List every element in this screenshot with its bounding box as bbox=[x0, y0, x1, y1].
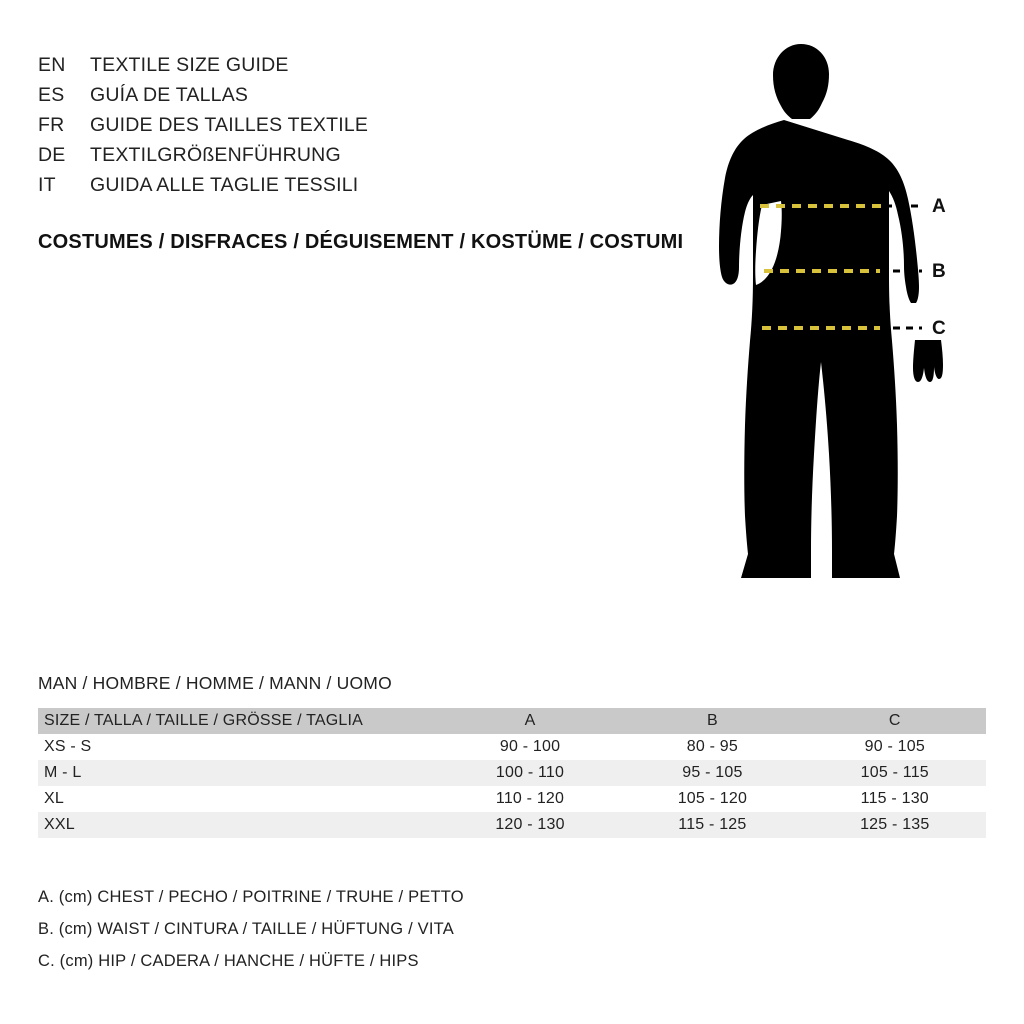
table-body bbox=[38, 734, 986, 838]
cell-size: XS - S bbox=[44, 738, 92, 755]
language-row-es bbox=[38, 80, 658, 110]
measure-marker-a: A bbox=[932, 196, 946, 217]
male-silhouette-icon bbox=[700, 30, 990, 650]
cell-size: M - L bbox=[44, 764, 82, 781]
measure-marker-c: C bbox=[932, 318, 946, 339]
table-header bbox=[38, 708, 986, 734]
table-title: MAN / HOMBRE / HOMME / MANN / UOMO bbox=[38, 673, 392, 693]
cell-c: 125 - 135 bbox=[860, 816, 930, 833]
table-row bbox=[38, 760, 986, 786]
cell-size: XL bbox=[44, 790, 64, 807]
cell-b: 95 - 105 bbox=[682, 764, 743, 781]
legend-line-c: C. (cm) HIP / CADERA / HANCHE / HÜFTE / HIPS bbox=[38, 952, 419, 970]
cell-a: 110 - 120 bbox=[495, 790, 565, 807]
table-header-row bbox=[38, 708, 986, 734]
cell-a: 120 - 130 bbox=[495, 816, 565, 833]
cell-a: 100 - 110 bbox=[495, 764, 565, 781]
table-row bbox=[38, 786, 986, 812]
table-row bbox=[38, 812, 986, 838]
table-row bbox=[38, 734, 986, 760]
legend-line-b: B. (cm) WAIST / CINTURA / TAILLE / HÜFTUNG / VITA bbox=[38, 920, 454, 938]
language-code-de: DE bbox=[38, 144, 66, 166]
cell-a: 90 - 100 bbox=[499, 738, 561, 755]
language-list bbox=[38, 50, 658, 200]
cell-c: 105 - 115 bbox=[860, 764, 929, 781]
language-text-fr: GUIDE DES TAILLES TEXTILE bbox=[90, 114, 369, 136]
cell-c: 115 - 130 bbox=[860, 790, 929, 807]
column-header-c: C bbox=[804, 708, 986, 734]
language-row-de bbox=[38, 140, 658, 170]
measure-marker-b: B bbox=[932, 261, 946, 282]
cell-b: 80 - 95 bbox=[686, 738, 739, 755]
category-title: COSTUMES / DISFRACES / DÉGUISEMENT / KOSTÜME / COSTUMI bbox=[38, 231, 684, 253]
language-text-de: TEXTILGRÖßENFÜHRUNG bbox=[90, 144, 341, 166]
cell-b: 115 - 125 bbox=[678, 816, 747, 833]
language-text-en: TEXTILE SIZE GUIDE bbox=[90, 54, 289, 76]
figure-illustration bbox=[700, 30, 990, 650]
cell-c: 90 - 105 bbox=[864, 738, 925, 755]
column-header-a: A bbox=[439, 708, 621, 734]
legend-line-a: A. (cm) CHEST / PECHO / POITRINE / TRUHE / PETTO bbox=[38, 888, 464, 906]
measurement-legend bbox=[38, 884, 464, 980]
cell-size: XXL bbox=[44, 816, 75, 833]
language-row-fr bbox=[38, 110, 658, 140]
language-code-es: ES bbox=[38, 84, 65, 106]
language-row-en bbox=[38, 50, 658, 80]
language-code-fr: FR bbox=[38, 114, 65, 136]
language-text-it: GUIDA ALLE TAGLIE TESSILI bbox=[90, 174, 359, 196]
language-code-en: EN bbox=[38, 54, 66, 76]
language-text-es: GUÍA DE TALLAS bbox=[90, 84, 249, 106]
column-header-size: SIZE / TALLA / TAILLE / GRÖSSE / TAGLIA bbox=[38, 708, 439, 734]
size-table bbox=[38, 708, 986, 838]
column-header-b: B bbox=[621, 708, 803, 734]
language-code-it: IT bbox=[38, 174, 56, 196]
cell-b: 105 - 120 bbox=[677, 790, 748, 807]
language-row-it bbox=[38, 170, 658, 200]
